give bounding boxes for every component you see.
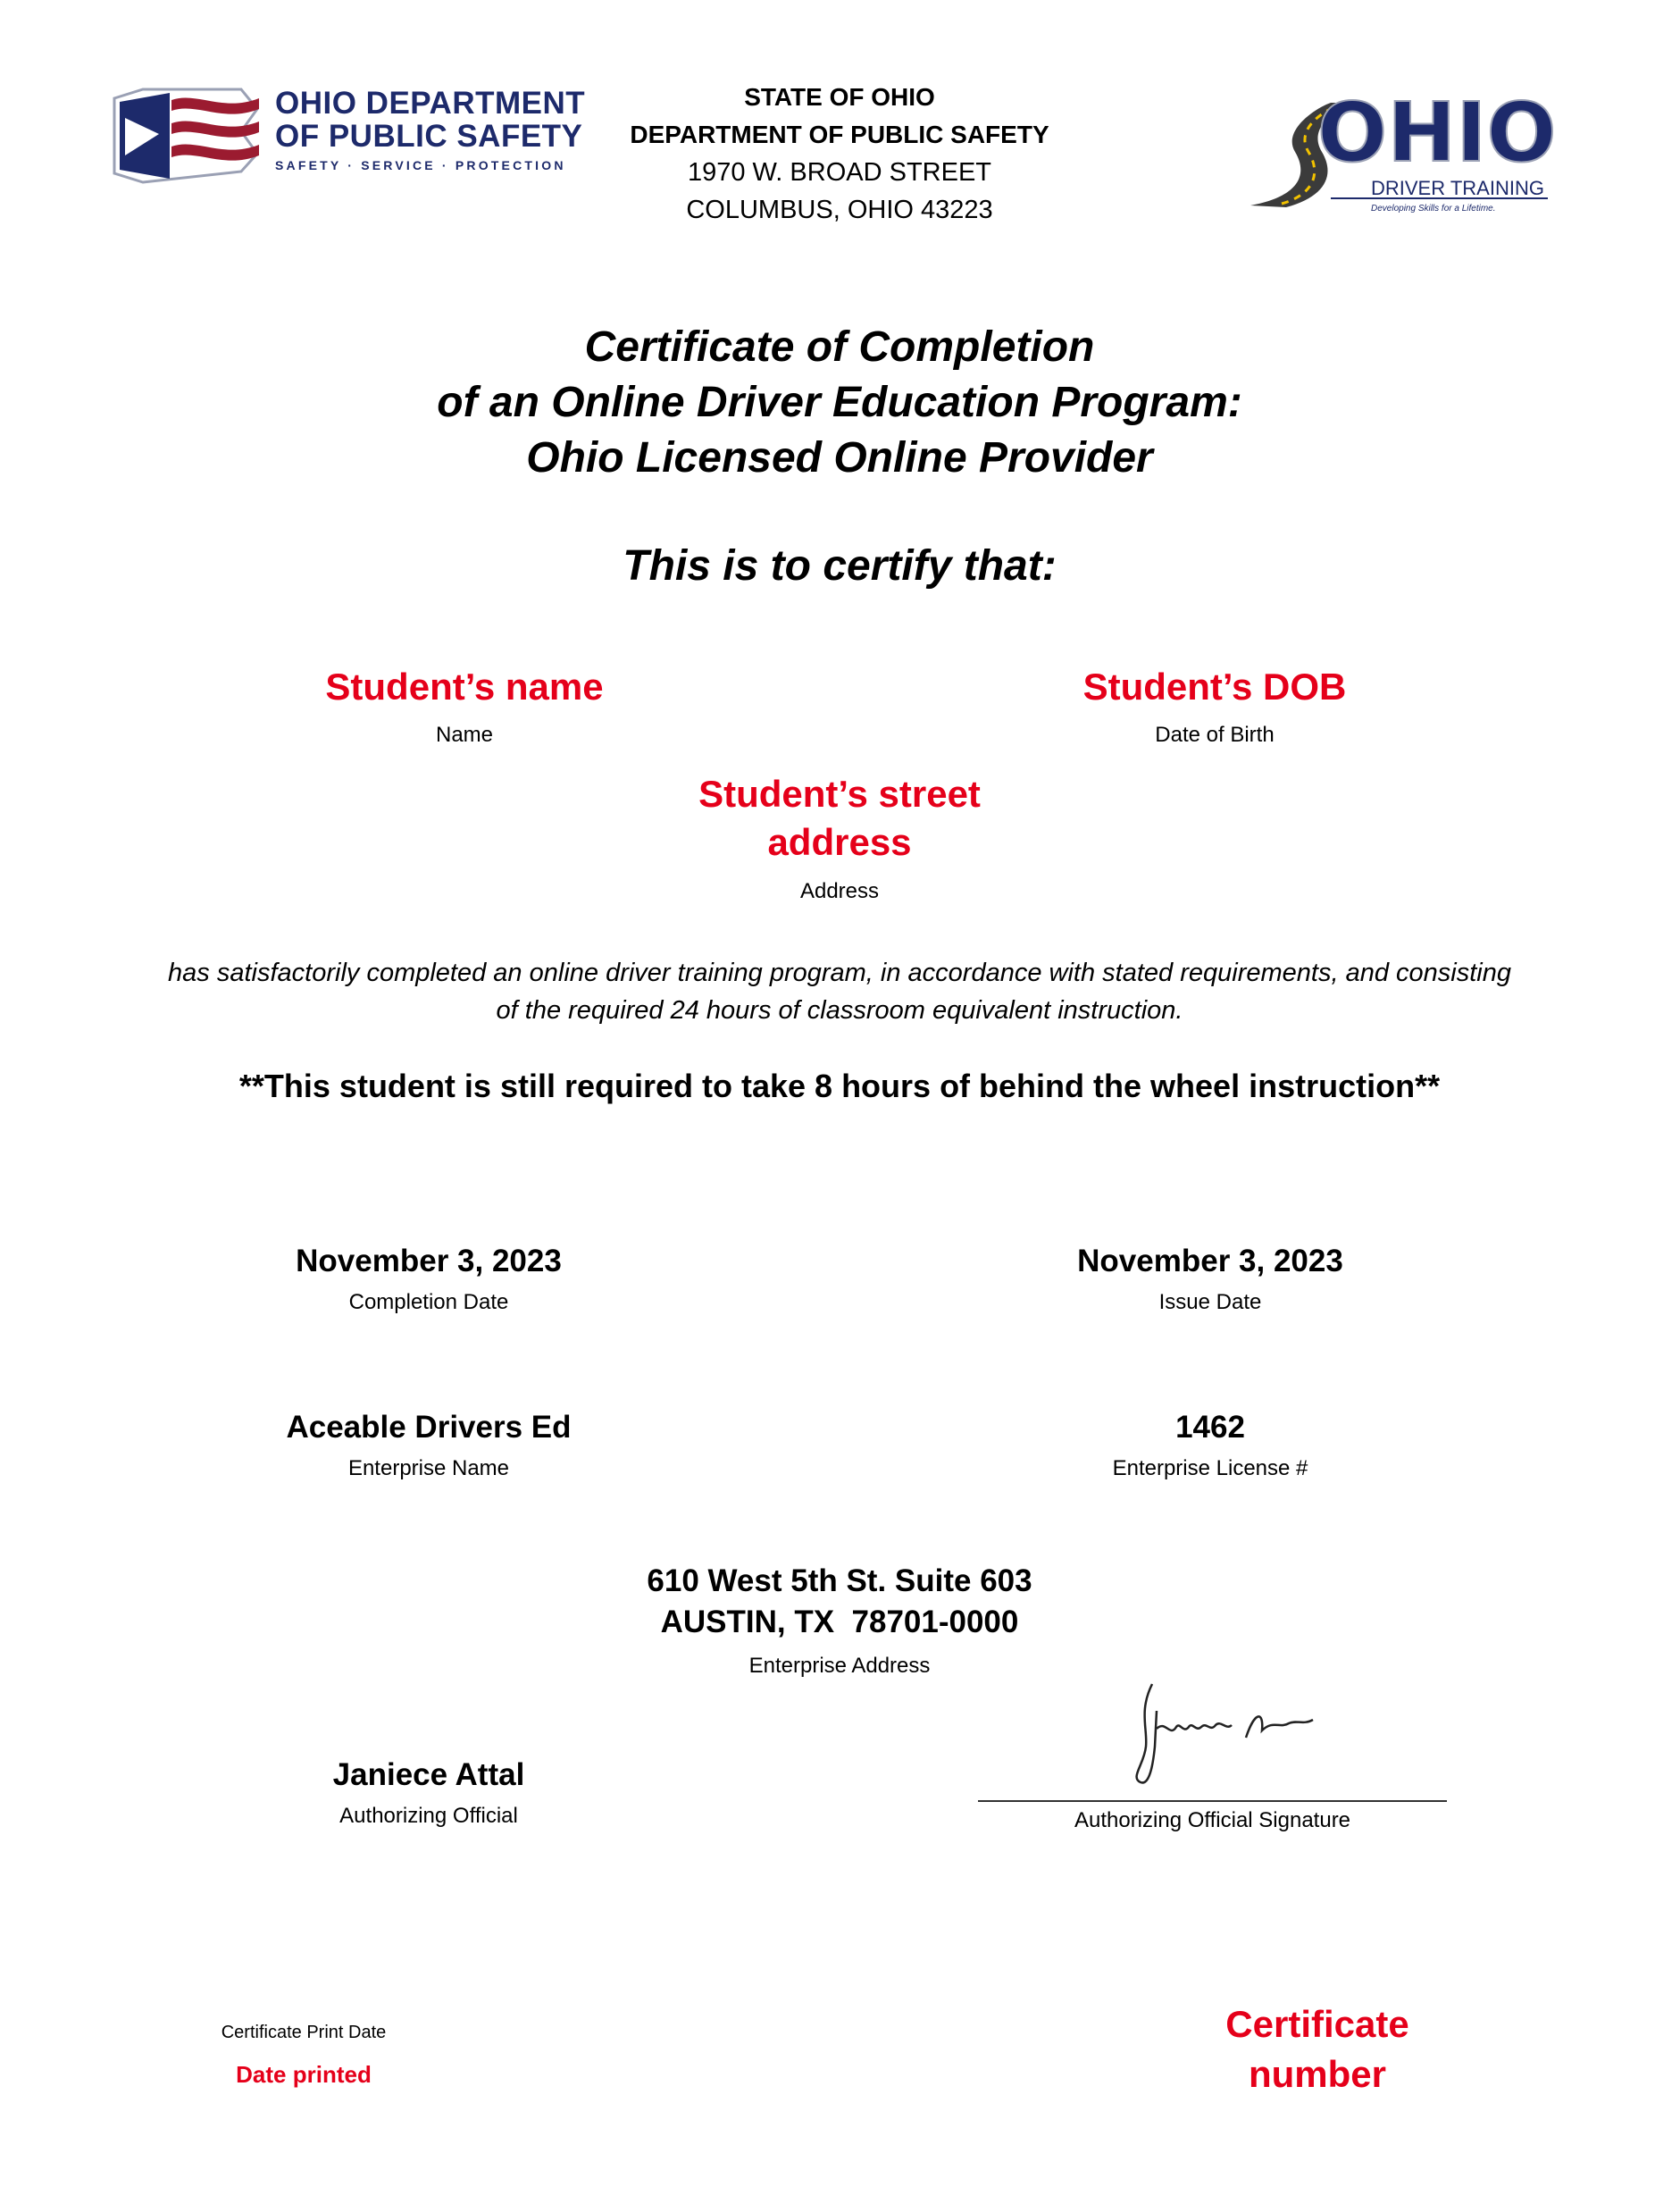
enterprise-license-label: Enterprise License # [1112, 1456, 1308, 1480]
signature-line [978, 1800, 1447, 1802]
state-line3: 1970 W. BROAD STREET [687, 158, 992, 187]
student-dob-label: Date of Birth [1155, 723, 1275, 747]
student-address-value-line1: Student’s street [698, 773, 981, 815]
enterprise-address-label: Enterprise Address [748, 1654, 931, 1678]
issue-date-field [1014, 1244, 1407, 1315]
behind-wheel-requirement: **This student is still required to take 8 hours of behind the wheel instruction** [238, 1068, 1441, 1104]
odt-logo-sub: DRIVER TRAINING [1371, 177, 1544, 199]
odps-logo-line2: OF PUBLIC SAFETY [275, 119, 583, 154]
signature-field [978, 1808, 1447, 1833]
statement-line1: has satisfactorily completed an online driver training program, in accordance with stated requirements, and consisting [168, 959, 1511, 987]
official-name-label: Authorizing Official [339, 1804, 518, 1828]
certificate-number-field [1170, 1999, 1465, 2099]
certify-heading: This is to certify that: [623, 542, 1057, 590]
print-date-label: Certificate Print Date [221, 2023, 387, 2042]
statement-line2: of the required 24 hours of classroom equivalent instruction. [496, 996, 1183, 1025]
issue-date-label: Issue Date [1158, 1290, 1262, 1314]
enterprise-address-line2: AUSTIN, TX 78701-0000 [660, 1605, 1019, 1639]
title-line2: of an Online Driver Education Program: [437, 379, 1242, 426]
official-signature [1121, 1675, 1326, 1791]
authorizing-official-field [232, 1757, 625, 1829]
issue-date-value: November 3, 2023 [1077, 1244, 1343, 1278]
ohio-flag-icon [107, 82, 272, 194]
student-name-value: Student’s name [325, 666, 604, 708]
completion-date-field [232, 1244, 625, 1315]
student-name-field [268, 666, 661, 748]
signature-label: Authorizing Official Signature [1074, 1808, 1351, 1832]
cert-number-line2: number [1248, 2053, 1386, 2095]
odt-logo-word: OHIO [1317, 89, 1554, 180]
odps-logo-tagline: SAFETY · SERVICE · PROTECTION [275, 158, 566, 172]
state-address-block [572, 79, 1107, 229]
odt-logo-tagline: Developing Skills for a Lifetime. [1371, 204, 1496, 214]
title-line1: Certificate of Completion [584, 323, 1095, 371]
student-dob-field [1018, 666, 1411, 748]
student-address-field [625, 770, 1054, 904]
odps-logo [107, 82, 589, 198]
enterprise-address-line1: 610 West 5th St. Suite 603 [647, 1563, 1032, 1598]
odps-logo-line1: OHIO DEPARTMENT [275, 86, 586, 121]
road-icon [1246, 89, 1554, 214]
student-address-label: Address [799, 879, 880, 903]
enterprise-license-value: 1462 [1175, 1410, 1245, 1445]
enterprise-name-field [223, 1410, 634, 1481]
enterprise-name-value: Aceable Drivers Ed [286, 1410, 572, 1445]
enterprise-license-field [1014, 1410, 1407, 1481]
title-line3: Ohio Licensed Online Provider [526, 434, 1153, 482]
state-line1: STATE OF OHIO [744, 83, 935, 111]
ohio-driver-training-logo [1246, 89, 1554, 214]
enterprise-address-field [572, 1561, 1107, 1679]
completion-date-label: Completion Date [348, 1290, 509, 1314]
state-line4: COLUMBUS, OHIO 43223 [686, 196, 993, 224]
print-date-field [179, 2023, 429, 2089]
completion-statement [98, 954, 1581, 1029]
cert-number-line1: Certificate [1225, 2003, 1409, 2045]
completion-date-value: November 3, 2023 [296, 1244, 562, 1278]
student-address-value-line2: address [767, 821, 912, 863]
state-line2: DEPARTMENT OF PUBLIC SAFETY [630, 121, 1049, 148]
student-name-label: Name [435, 723, 494, 747]
enterprise-name-label: Enterprise Name [347, 1456, 510, 1480]
official-name-value: Janiece Attal [332, 1757, 525, 1792]
student-dob-value: Student’s DOB [1082, 666, 1347, 708]
print-date-value: Date printed [236, 2061, 372, 2088]
certificate-title [304, 320, 1375, 486]
